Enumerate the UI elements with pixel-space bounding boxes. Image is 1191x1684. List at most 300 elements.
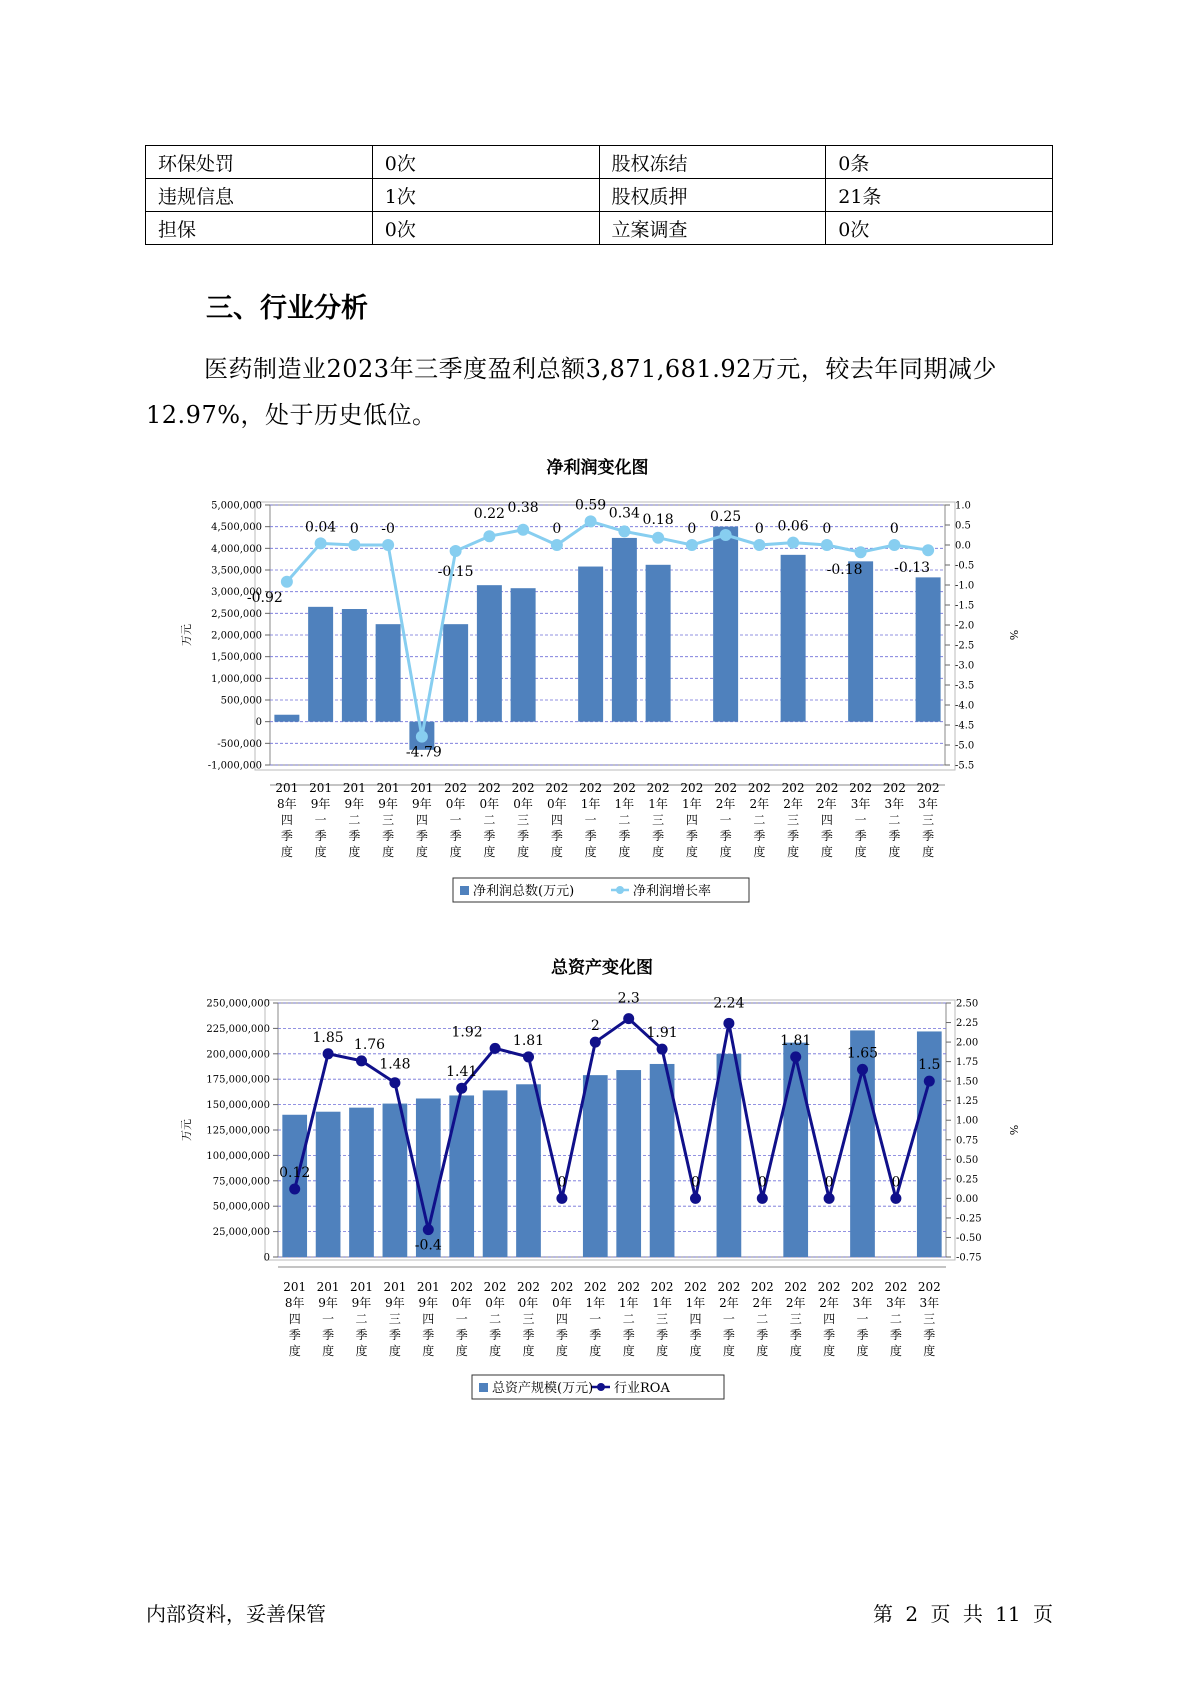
- x-tick-label: 度: [719, 845, 732, 859]
- x-tick-label: 202: [884, 1280, 908, 1294]
- x-tick-label: 季: [820, 829, 833, 843]
- table-cell: 违规信息: [146, 179, 373, 212]
- x-tick-label: 四: [555, 1312, 568, 1326]
- x-tick-label: 季: [753, 829, 766, 843]
- table-cell: 股权冻结: [599, 146, 826, 179]
- bar: [713, 527, 738, 722]
- x-tick-label: 度: [555, 1344, 568, 1358]
- x-tick-label: 季: [823, 1328, 836, 1342]
- x-tick-label: 202: [747, 781, 771, 795]
- line-point: [348, 539, 360, 551]
- x-tick-label: 202: [917, 1280, 941, 1294]
- x-tick-label: 202: [717, 1280, 741, 1294]
- x-tick-label: 三: [787, 813, 800, 827]
- x-tick-label: 0年: [518, 1296, 539, 1310]
- line-point: [924, 1076, 935, 1087]
- x-tick-label: 1年: [614, 797, 635, 811]
- y-tick-label: 4,000,000: [211, 543, 262, 555]
- y2-tick-label: -4.5: [955, 720, 975, 732]
- x-tick-label: 一: [719, 813, 732, 827]
- line-point: [281, 576, 293, 588]
- x-tick-label: 1年: [685, 1296, 706, 1310]
- data-label: -0.15: [437, 564, 474, 580]
- x-tick-label: 度: [820, 845, 833, 859]
- line-point: [389, 1077, 400, 1088]
- x-tick-label: 2年: [783, 797, 803, 811]
- x-tick-label: 度: [314, 845, 327, 859]
- x-tick-label: 四: [422, 1312, 435, 1326]
- x-tick-label: 季: [322, 1328, 335, 1342]
- x-tick-label: 度: [923, 1344, 936, 1358]
- legend-line-label: 行业ROA: [614, 1381, 670, 1396]
- x-tick-label: 度: [550, 845, 563, 859]
- legend-bar-swatch: [479, 1383, 488, 1392]
- y2-tick-label: 1.50: [956, 1076, 979, 1088]
- bar: [342, 609, 367, 722]
- y-tick-label: -500,000: [217, 738, 262, 750]
- data-label: 2.24: [713, 995, 745, 1012]
- legend-line-marker: [597, 1383, 605, 1391]
- x-tick-label: 季: [555, 1328, 568, 1342]
- x-tick-label: 201: [410, 781, 434, 795]
- x-tick-label: 2年: [817, 797, 837, 811]
- x-tick-label: 201: [342, 781, 366, 795]
- data-label: 0.04: [305, 519, 337, 536]
- x-tick-label: 0年: [485, 1296, 505, 1310]
- line-point: [824, 1193, 835, 1204]
- x-tick-label: 一: [449, 813, 462, 827]
- x-tick-label: 四: [415, 813, 428, 827]
- x-tick-label: 202: [444, 781, 468, 795]
- line-point: [618, 525, 630, 537]
- bar: [274, 715, 299, 722]
- x-tick-label: 202: [882, 781, 906, 795]
- x-tick-label: 202: [750, 1280, 774, 1294]
- x-tick-label: 8年: [284, 1296, 305, 1310]
- x-tick-label: 季: [923, 1328, 936, 1342]
- x-tick-label: 2年: [715, 797, 736, 811]
- x-tick-label: 度: [856, 1344, 869, 1358]
- y-tick-label: 4,500,000: [211, 522, 262, 534]
- y-tick-label: 0: [263, 1252, 270, 1264]
- y-tick-label: 150,000,000: [206, 1100, 270, 1112]
- x-tick-label: 202: [781, 781, 805, 795]
- x-tick-label: 0年: [552, 1296, 572, 1310]
- line-point: [652, 532, 664, 544]
- x-tick-label: 季: [517, 829, 530, 843]
- x-tick-label: 季: [589, 1328, 602, 1342]
- line-point: [787, 537, 799, 549]
- line-point: [888, 539, 900, 551]
- x-tick-label: 四: [689, 1312, 702, 1326]
- x-tick-label: 1年: [648, 797, 668, 811]
- y2-tick-label: -5.5: [955, 760, 975, 772]
- x-tick-label: 二: [888, 813, 901, 827]
- x-tick-label: 度: [622, 1344, 635, 1358]
- x-tick-label: 季: [455, 1328, 468, 1342]
- x-tick-label: 202: [617, 1280, 641, 1294]
- x-tick-label: 季: [722, 1328, 735, 1342]
- bar: [511, 588, 536, 721]
- x-tick-label: 季: [787, 829, 800, 843]
- table-cell: 担保: [146, 212, 373, 245]
- line-point: [556, 1193, 567, 1204]
- x-tick-label: 二: [622, 1312, 635, 1326]
- x-tick-label: 一: [589, 1312, 602, 1326]
- x-tick-label: 一: [322, 1312, 335, 1326]
- x-tick-label: 202: [684, 1280, 707, 1294]
- table-cell: 1次: [372, 179, 599, 212]
- bar: [583, 1075, 608, 1257]
- x-tick-label: 度: [922, 845, 935, 859]
- x-tick-label: 度: [288, 1344, 301, 1358]
- line-point: [585, 515, 597, 527]
- line-point: [315, 537, 327, 549]
- x-tick-label: 四: [288, 1312, 301, 1326]
- data-label: -0: [381, 521, 395, 537]
- line-point: [720, 529, 732, 541]
- data-label: 1.5: [918, 1057, 941, 1074]
- data-label: 0: [824, 1174, 834, 1191]
- x-tick-label: 201: [316, 1280, 340, 1294]
- x-tick-label: 度: [422, 1344, 435, 1358]
- x-tick-label: 3年: [884, 797, 905, 811]
- x-tick-label: 度: [388, 1344, 401, 1358]
- x-tick-label: 季: [288, 1328, 301, 1342]
- bar: [783, 1043, 808, 1257]
- x-tick-label: 1年: [580, 797, 601, 811]
- y2-tick-label: -0.25: [956, 1213, 982, 1225]
- table-row: [146, 179, 1053, 212]
- x-tick-label: 9年: [412, 797, 432, 811]
- table-row: [146, 212, 1053, 245]
- x-tick-label: 2年: [719, 1296, 739, 1310]
- x-tick-label: 四: [685, 813, 698, 827]
- x-tick-label: 202: [650, 1280, 674, 1294]
- x-tick-label: 202: [511, 781, 535, 795]
- x-tick-label: 1年: [585, 1296, 606, 1310]
- y2-tick-label: 0.75: [956, 1135, 979, 1147]
- data-label: -0.13: [894, 560, 931, 577]
- x-tick-label: 季: [489, 1328, 502, 1342]
- y2-tick-label: -2.5: [955, 640, 975, 652]
- x-tick-label: 二: [889, 1312, 902, 1326]
- line-point: [753, 539, 765, 551]
- x-tick-label: 9年: [310, 797, 331, 811]
- y2-tick-label: 0.50: [956, 1154, 979, 1166]
- y2-axis-label: %: [1007, 629, 1020, 641]
- bar: [308, 607, 333, 722]
- x-tick-label: 度: [449, 845, 462, 859]
- x-tick-label: 1年: [652, 1296, 672, 1310]
- data-label: -0.4: [414, 1237, 442, 1254]
- bar: [646, 565, 671, 722]
- x-tick-label: 季: [355, 1328, 368, 1342]
- x-tick-label: 季: [656, 1328, 669, 1342]
- x-tick-label: 202: [550, 1280, 574, 1294]
- x-tick-label: 二: [489, 1312, 502, 1326]
- table-row: [146, 146, 1053, 179]
- x-tick-label: 度: [888, 845, 901, 859]
- x-tick-label: 季: [584, 829, 597, 843]
- x-tick-label: 一: [455, 1312, 468, 1326]
- x-tick-label: 四: [280, 813, 293, 827]
- y2-tick-label: 0.5: [955, 520, 971, 532]
- footer-page-number: 第 2 页 共 11 页: [873, 1602, 1053, 1626]
- y-tick-label: 2,000,000: [211, 630, 262, 642]
- x-tick-label: 度: [489, 1344, 502, 1358]
- x-tick-label: 8年: [277, 797, 297, 811]
- x-tick-label: 季: [422, 1328, 435, 1342]
- x-tick-label: 201: [416, 1280, 440, 1294]
- data-label: 0.38: [507, 499, 539, 516]
- bar: [781, 555, 806, 722]
- x-tick-label: 202: [450, 1280, 474, 1294]
- x-tick-label: 度: [348, 845, 361, 859]
- y2-tick-label: -0.50: [956, 1232, 982, 1244]
- y2-tick-label: 2.50: [956, 998, 979, 1010]
- x-tick-label: 季: [618, 829, 631, 843]
- x-tick-label: 2年: [819, 1296, 839, 1310]
- y-tick-label: 225,000,000: [206, 1023, 270, 1035]
- x-tick-label: 201: [376, 781, 400, 795]
- line-point: [821, 539, 833, 551]
- y-tick-label: 250,000,000: [206, 998, 270, 1010]
- x-tick-label: 度: [618, 845, 631, 859]
- data-label: 0: [822, 521, 832, 537]
- data-label: 0.34: [608, 505, 640, 522]
- y2-tick-label: 1.0: [955, 500, 971, 512]
- x-tick-label: 0年: [547, 797, 567, 811]
- x-tick-label: 季: [854, 829, 867, 843]
- data-label: 0.12: [279, 1165, 311, 1182]
- data-label: 0: [349, 521, 359, 537]
- x-tick-label: 202: [714, 781, 738, 795]
- y-tick-label: 2,500,000: [211, 608, 262, 620]
- x-tick-label: 季: [348, 829, 361, 843]
- x-tick-label: 202: [579, 781, 603, 795]
- bar: [848, 561, 873, 721]
- x-tick-label: 3年: [919, 1296, 940, 1310]
- x-tick-label: 202: [851, 1280, 874, 1294]
- x-tick-label: 度: [652, 845, 665, 859]
- x-tick-label: 度: [789, 1344, 802, 1358]
- x-tick-label: 度: [722, 1344, 735, 1358]
- data-label: 0.25: [710, 509, 742, 525]
- x-tick-label: 201: [283, 1280, 307, 1294]
- line-point: [289, 1184, 300, 1195]
- x-tick-label: 度: [689, 1344, 702, 1358]
- x-tick-label: 0年: [445, 797, 466, 811]
- x-tick-label: 202: [916, 781, 940, 795]
- data-label: 0: [552, 521, 562, 537]
- x-tick-label: 202: [817, 1280, 841, 1294]
- line-point: [922, 544, 934, 556]
- x-tick-label: 2年: [752, 1296, 773, 1310]
- y2-tick-label: -1.5: [955, 600, 975, 612]
- data-label: 0: [754, 521, 764, 537]
- line-point: [686, 539, 698, 551]
- line-point: [657, 1044, 668, 1055]
- x-tick-label: 一: [584, 813, 597, 827]
- x-tick-label: 三: [517, 813, 530, 827]
- x-tick-label: 三: [522, 1312, 535, 1326]
- x-tick-label: 201: [309, 781, 333, 795]
- x-tick-label: 季: [922, 829, 935, 843]
- total-assets-chart: [0, 935, 1191, 1405]
- x-tick-label: 3年: [886, 1296, 906, 1310]
- x-tick-label: 9年: [318, 1296, 338, 1310]
- table-cell: 环保处罚: [146, 146, 373, 179]
- x-tick-label: 三: [656, 1312, 669, 1326]
- line-point: [456, 1083, 467, 1094]
- x-tick-label: 三: [382, 813, 395, 827]
- y2-tick-label: -4.0: [955, 700, 975, 712]
- x-tick-label: 202: [545, 781, 569, 795]
- line-point: [790, 1051, 801, 1062]
- y2-axis-label: %: [1007, 1124, 1020, 1136]
- x-tick-label: 202: [517, 1280, 540, 1294]
- x-tick-label: 1年: [682, 797, 702, 811]
- x-tick-label: 9年: [385, 1296, 405, 1310]
- x-tick-label: 度: [854, 845, 867, 859]
- y2-tick-label: 0.00: [956, 1193, 979, 1205]
- data-label: 2: [590, 1018, 600, 1035]
- x-tick-label: 二: [355, 1312, 368, 1326]
- footer-confidential-note: 内部资料，妥善保管: [146, 1602, 326, 1626]
- x-tick-label: 202: [784, 1280, 808, 1294]
- x-tick-label: 季: [522, 1328, 535, 1342]
- y2-tick-label: -2.0: [955, 620, 975, 632]
- x-tick-label: 202: [612, 781, 636, 795]
- y2-tick-label: -1.0: [955, 580, 975, 592]
- x-tick-label: 202: [849, 781, 873, 795]
- bar: [483, 1090, 508, 1257]
- y-tick-label: 200,000,000: [206, 1049, 270, 1061]
- y-axis-label: 万元: [180, 624, 193, 646]
- section-heading: 三、行业分析: [206, 293, 368, 324]
- x-tick-label: 度: [889, 1344, 902, 1358]
- x-tick-label: 季: [415, 829, 428, 843]
- line-point: [890, 1193, 901, 1204]
- x-tick-label: 0年: [513, 797, 533, 811]
- x-tick-label: 202: [680, 781, 704, 795]
- x-tick-label: 度: [415, 845, 428, 859]
- y2-tick-label: -0.75: [956, 1252, 982, 1264]
- table-cell: 0次: [372, 212, 599, 245]
- data-label: 0.18: [642, 511, 674, 528]
- data-label: 1.85: [312, 1029, 344, 1046]
- x-tick-label: 度: [355, 1344, 368, 1358]
- x-tick-label: 季: [689, 1328, 702, 1342]
- x-tick-label: 季: [280, 829, 293, 843]
- y-tick-label: 125,000,000: [206, 1125, 270, 1137]
- data-label: 1.81: [512, 1032, 545, 1049]
- x-tick-label: 四: [823, 1312, 836, 1326]
- chart-title: 净利润变化图: [546, 458, 649, 478]
- line-point: [450, 545, 462, 557]
- data-label: 0: [687, 521, 697, 537]
- x-tick-label: 度: [517, 845, 530, 859]
- table-cell: 0条: [826, 146, 1053, 179]
- line-point: [551, 539, 563, 551]
- data-label: 0.22: [473, 506, 505, 523]
- x-tick-label: 季: [756, 1328, 769, 1342]
- x-tick-label: 202: [815, 781, 839, 795]
- x-tick-label: 度: [589, 1344, 602, 1358]
- table-cell: 0次: [826, 212, 1053, 245]
- x-tick-label: 2年: [749, 797, 770, 811]
- data-label: 1.48: [379, 1056, 411, 1073]
- x-tick-label: 度: [787, 845, 800, 859]
- line-point: [382, 539, 394, 551]
- x-tick-label: 202: [646, 781, 670, 795]
- data-label: 2.3: [617, 990, 640, 1007]
- legend-bar-label: 净利润总数(万元): [473, 884, 575, 899]
- x-tick-label: 季: [622, 1328, 635, 1342]
- y2-tick-label: 0.0: [955, 540, 971, 552]
- x-tick-label: 季: [449, 829, 462, 843]
- y-tick-label: -1,000,000: [207, 760, 262, 772]
- bar: [916, 577, 941, 721]
- x-tick-label: 三: [923, 1312, 936, 1326]
- x-tick-label: 3年: [918, 797, 938, 811]
- x-tick-label: 度: [756, 1344, 769, 1358]
- y-tick-label: 100,000,000: [206, 1150, 270, 1162]
- x-tick-label: 3年: [852, 1296, 873, 1310]
- data-label: 1.41: [446, 1064, 478, 1081]
- chart-title: 总资产变化图: [551, 958, 653, 978]
- line-point: [623, 1013, 634, 1024]
- data-label: 0.06: [777, 518, 809, 535]
- data-label: 0.59: [575, 497, 607, 514]
- x-tick-label: 一: [314, 813, 327, 827]
- x-tick-label: 度: [280, 845, 293, 859]
- line-point: [855, 546, 867, 558]
- x-tick-label: 9年: [344, 797, 365, 811]
- x-tick-label: 202: [477, 781, 501, 795]
- info-table-body: [146, 146, 1053, 245]
- data-label: 1.76: [353, 1036, 386, 1053]
- y-tick-label: 50,000,000: [212, 1201, 270, 1213]
- net-profit-chart: [0, 440, 1191, 910]
- x-tick-label: 季: [888, 829, 901, 843]
- x-tick-label: 二: [348, 813, 361, 827]
- x-tick-label: 度: [656, 1344, 669, 1358]
- y2-tick-label: -5.0: [955, 740, 975, 752]
- legend-bar-swatch: [460, 886, 469, 895]
- table-cell: 0次: [372, 146, 599, 179]
- y2-tick-label: 2.25: [956, 1018, 979, 1030]
- x-tick-label: 二: [483, 813, 496, 827]
- x-tick-label: 度: [584, 845, 597, 859]
- line-point: [690, 1193, 701, 1204]
- x-tick-label: 0年: [479, 797, 500, 811]
- data-label: 0: [891, 1174, 901, 1191]
- x-tick-label: 9年: [378, 797, 398, 811]
- line-point: [857, 1064, 868, 1075]
- bar: [612, 538, 637, 722]
- x-tick-label: 二: [753, 813, 766, 827]
- legend-bar-label: 总资产规模(万元): [492, 1381, 594, 1396]
- y2-tick-label: 1.75: [956, 1057, 979, 1069]
- line-point: [416, 731, 428, 743]
- line-point: [757, 1193, 768, 1204]
- x-tick-label: 一: [856, 1312, 869, 1326]
- y2-tick-label: -3.5: [955, 680, 975, 692]
- y-tick-label: 0: [255, 717, 262, 729]
- data-label: 0: [691, 1174, 700, 1191]
